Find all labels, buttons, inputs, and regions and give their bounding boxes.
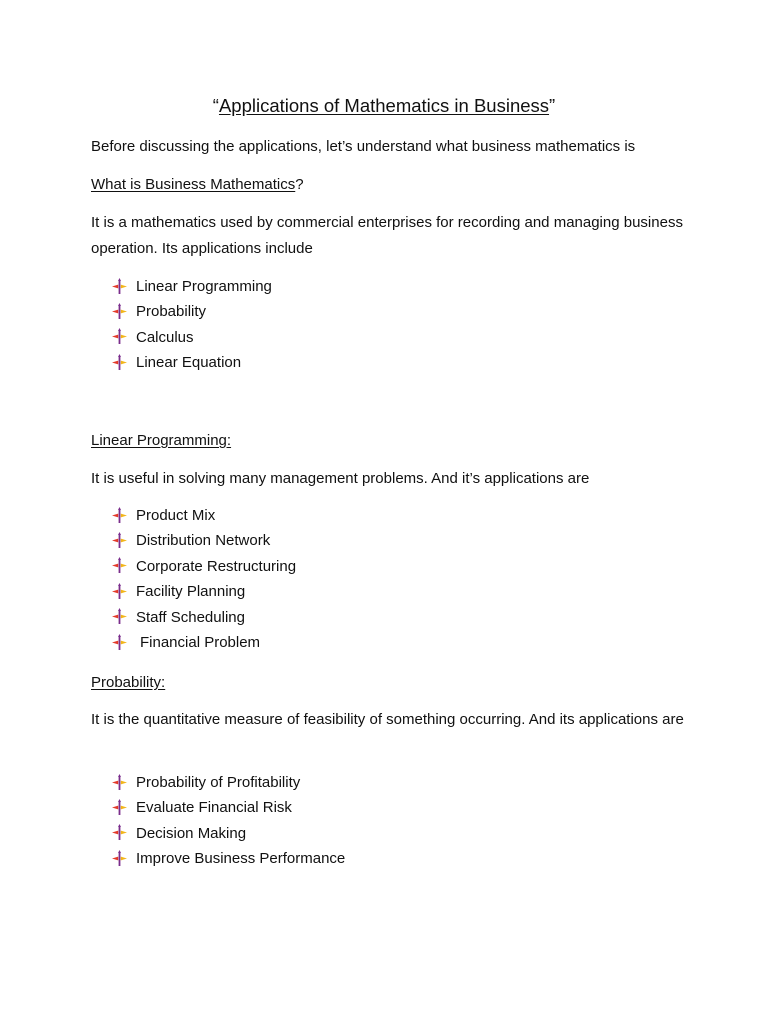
document-title [0,94,768,118]
list-item-label: Probability of Profitability [136,774,301,791]
list-item [112,795,345,820]
compass-arrow-bullet-icon [112,303,127,319]
compass-arrow-bullet-icon [112,850,127,866]
list-item-label: Facility Planning [136,583,246,601]
list-item-label: Calculus [136,328,194,346]
list-item-label: Product Mix [136,507,216,524]
compass-arrow-bullet-icon [112,774,127,790]
what-is-heading-suffix: ? [295,176,304,193]
list-item [112,299,272,324]
list-item [112,554,296,579]
list-item-label: Distribution Network [136,532,271,550]
list-item-label: Corporate Restructuring [136,557,297,575]
list-item-label: Probability [136,303,207,321]
what-is-paragraph: It is a mathematics used by commercial enterprises for recording and managing business operation. Its applications include [91,214,683,257]
compass-arrow-bullet-icon [112,799,127,815]
compass-arrow-bullet-icon [112,507,127,523]
title-open-quote: “ [212,95,219,116]
list-item [112,821,345,846]
title-text: Applications of Mathematics in Business [218,95,550,116]
list-item [112,630,296,655]
what-is-heading-text: What is Business Mathematics [91,176,296,193]
compass-arrow-bullet-icon [112,583,127,599]
list-item [112,528,296,553]
compass-arrow-bullet-icon [112,634,127,650]
list-item-label: Improve Business Performance [136,850,346,868]
list-item-label: Decision Making [136,824,247,842]
compass-arrow-bullet-icon [112,328,127,344]
list-item-label: Staff Scheduling [136,608,245,626]
compass-arrow-bullet-icon [112,354,127,370]
list-item [112,325,272,350]
linear-programming-paragraph: It is useful in solving many management problems. And it’s applications are [91,470,590,487]
linear-programming-heading-text: Linear Programming: [91,432,232,449]
applications-list [112,274,272,376]
list-item [112,605,296,630]
compass-arrow-bullet-icon [112,532,127,548]
list-item [112,350,272,375]
list-item [112,770,345,795]
list-item-label: Linear Programming [136,278,272,295]
list-item [112,274,272,299]
linear-programming-list [112,503,296,655]
probability-paragraph: It is the quantitative measure of feasibility of something occurring. And its applications are [91,711,684,728]
linear-programming-heading [91,428,701,454]
list-item-label: Linear Equation [136,354,242,372]
compass-arrow-bullet-icon [112,557,127,573]
probability-list [112,770,345,872]
probability-heading-text: Probability: [91,674,166,691]
intro-paragraph: Before discussing the applications, let’s understand what business mathematics is [91,138,636,155]
compass-arrow-bullet-icon [112,278,127,294]
what-is-heading [91,172,701,198]
probability-heading [91,670,701,696]
compass-arrow-bullet-icon [112,824,127,840]
title-close-quote: ” [549,95,556,116]
compass-arrow-bullet-icon [112,608,127,624]
list-item-label: Evaluate Financial Risk [136,799,292,817]
list-item-label: Financial Problem [140,633,261,651]
list-item [112,503,296,528]
list-item [112,579,296,604]
list-item [112,846,345,871]
